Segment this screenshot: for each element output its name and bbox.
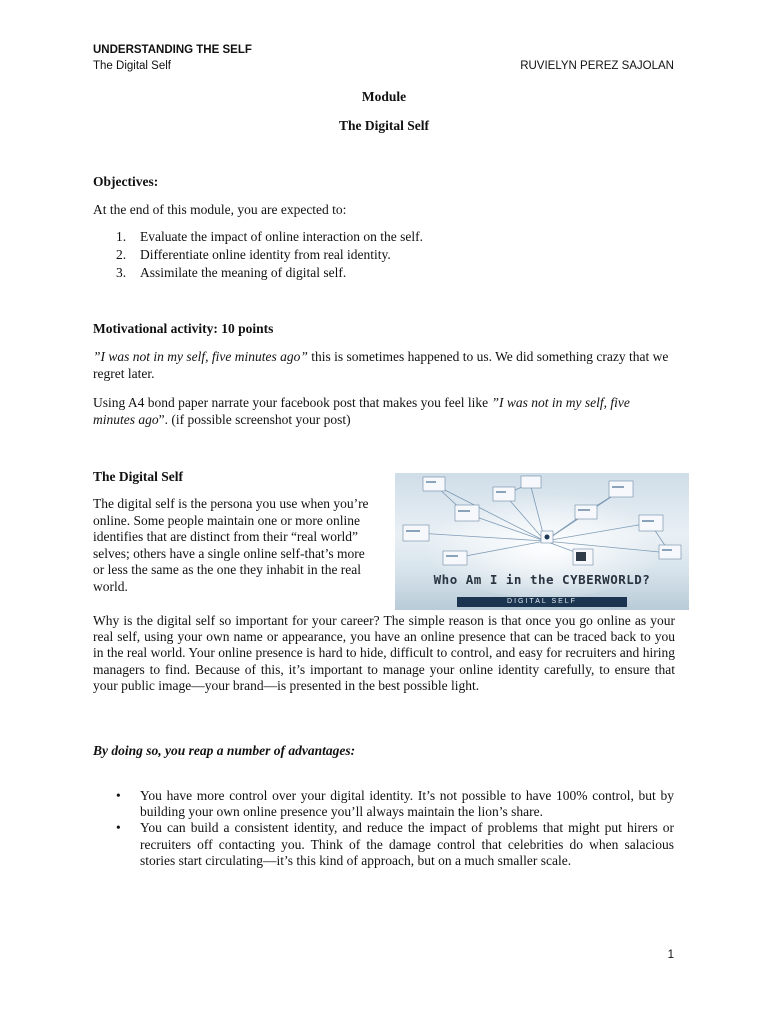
- objective-number: 1.: [116, 229, 127, 244]
- objective-item: [116, 228, 676, 246]
- motivational-quote: ”I was not in my self, five minutes ago”: [93, 349, 308, 364]
- page-number: 1: [667, 949, 674, 961]
- network-graphic: [395, 473, 689, 610]
- header-course-title: UNDERSTANDING THE SELF: [93, 44, 252, 56]
- objective-item: [116, 264, 676, 282]
- objective-item: [116, 246, 676, 264]
- image-band-label: DIGITAL SELF: [457, 597, 627, 607]
- objectives-intro: At the end of this module, you are expected to:: [93, 202, 347, 217]
- motivational-instruction: Using A4 bond paper narrate your facebook post that makes you feel like: [93, 395, 492, 410]
- motivational-paragraph-2: [93, 394, 675, 428]
- module-label: Module: [361, 89, 407, 104]
- motivational-instruction-end: ”. (if possible screenshot your post): [158, 412, 351, 427]
- header-author: RUVIELYN PEREZ SAJOLAN: [520, 60, 674, 72]
- advantage-item: [116, 820, 674, 869]
- objectives-heading: Objectives:: [93, 174, 159, 189]
- motivational-heading: Motivational activity: 10 points: [93, 321, 274, 336]
- motivational-paragraph-1: [93, 348, 675, 382]
- motivational-text: this is sometimes happened to us. We did something crazy that we regret later.: [93, 349, 669, 381]
- advantage-item: [116, 788, 674, 820]
- why-important-paragraph: Why is the digital self so important for your career? The simple reason is that once you go online as your real self, using your own name or appearance, you have an online presence that can be traced back to you in the real world. Your online presence is hard to hide, difficult to control, and easy for recruiters and hiring managers to find. Because of this, it’s important to manage your online identity carefully, to ensure that your public image—your brand—is presented in the best possible light.: [93, 613, 675, 693]
- image-caption: Who Am I in the CYBERWORLD?: [433, 572, 651, 587]
- objective-text: Assimilate the meaning of digital self.: [140, 265, 347, 280]
- module-title: The Digital Self: [339, 118, 429, 133]
- objective-number: 3.: [116, 265, 127, 280]
- objective-number: 2.: [116, 247, 127, 262]
- bullet-icon: •: [116, 788, 121, 803]
- cyberworld-image: [395, 473, 689, 610]
- header-topic: The Digital Self: [93, 60, 171, 72]
- objectives-list: [116, 228, 676, 282]
- objective-text: Differentiate online identity from real identity.: [140, 247, 391, 262]
- advantage-text: You can build a consistent identity, and reduce the impact of problems that might put hirers or recruiters off contacting you. Think of the damage control that celebrities do when salacious stories start circulating—it’s this kind of approach, but on a much smaller scale.: [140, 820, 674, 868]
- advantages-heading: By doing so, you reap a number of advantages:: [93, 743, 356, 758]
- advantage-text: You have more control over your digital identity. It’s not possible to have 100% control, but by building your own online presence you’ll always maintain the lion’s share.: [140, 788, 674, 820]
- objective-text: Evaluate the impact of online interaction on the self.: [140, 229, 424, 244]
- digital-self-paragraph: The digital self is the persona you use when you’re online. Some people maintain one or more online identifies that are distinct from their “real world” selves; others have a single online self-that’s more or less the same as the one they inhabit in the real world.: [93, 496, 369, 594]
- running-header-left: [93, 42, 252, 74]
- digital-self-heading: The Digital Self: [93, 469, 183, 484]
- advantages-list: [116, 788, 674, 869]
- bullet-icon: •: [116, 820, 121, 836]
- motivational-quote-2: ”I was not in my self, five minutes ago: [93, 395, 630, 427]
